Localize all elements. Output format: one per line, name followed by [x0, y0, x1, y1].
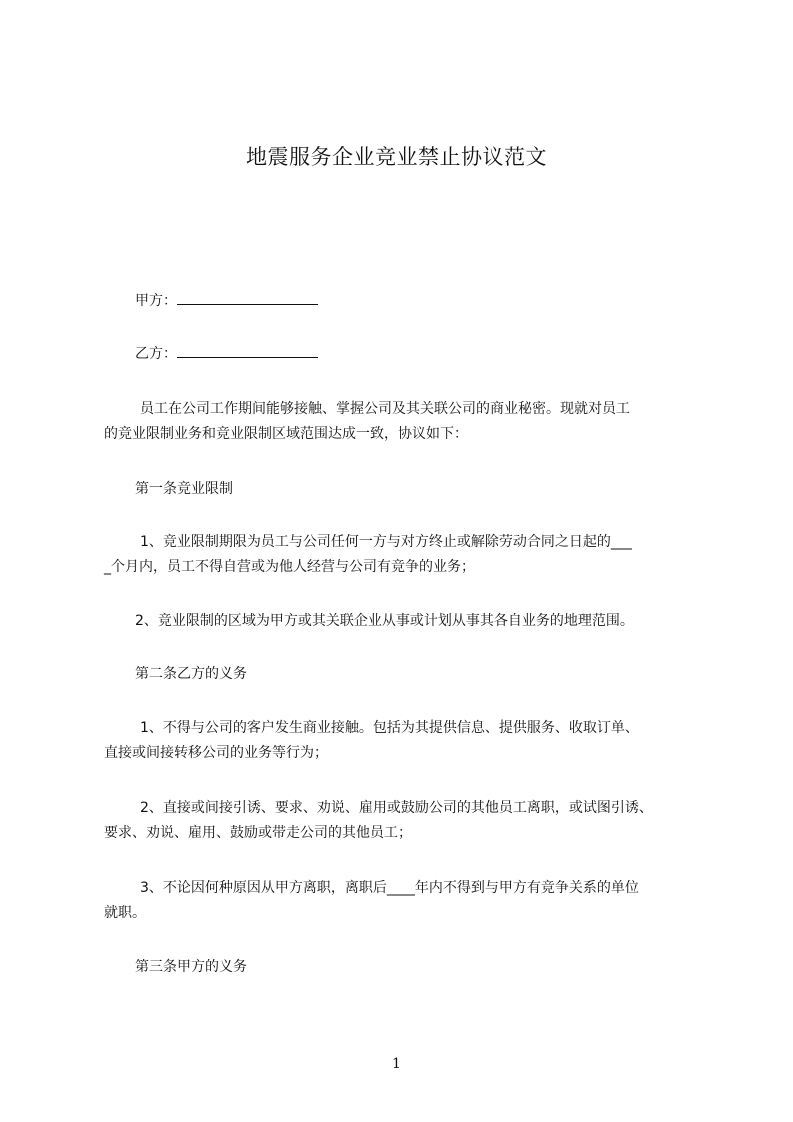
article-1-item-2: 2、竞业限制的区域为甲方或其关联企业从事或计划从事其各自业务的地理范围。: [135, 613, 634, 629]
article-2-item-1-line-1: 1、不得与公司的客户发生商业接触。包括为其提供信息、提供服务、收取订单、: [140, 720, 639, 736]
article-2-heading: 第二条乙方的义务: [135, 666, 247, 682]
intro-line-1: 员工在公司工作期间能够接触、掌握公司及其关联公司的商业秘密。现就对员工: [140, 401, 630, 417]
party-b-line: [135, 343, 318, 364]
article-3-heading: 第三条甲方的义务: [135, 959, 247, 975]
party-b-blank: [177, 343, 318, 358]
article-1-item-1-line-2: _个月内，员工不得自营或为他人经营与公司有竞争的业务；: [104, 559, 475, 575]
article-2-item-3-line-1: 3、不论因何种原因从甲方离职，离职后____年内不得到与甲方有竞争关系的单位: [140, 880, 639, 896]
party-b-label: 乙方：: [135, 346, 177, 362]
article-1-heading: 第一条竞业限制: [135, 481, 233, 497]
article-2-item-1-line-2: 直接或间接转移公司的业务等行为；: [104, 745, 328, 761]
page-number: 1: [392, 1056, 401, 1072]
article-2-item-2-line-1: 2、直接或间接引诱、要求、劝说、雇用或鼓励公司的其他员工离职，或试图引诱、: [140, 800, 653, 816]
party-a-blank: [177, 290, 318, 305]
article-1-item-1-line-1: 1、竞业限制期限为员工与公司任何一方与对方终止或解除劳动合同之日起的___: [140, 534, 632, 550]
intro-line-2: 的竞业限制业务和竞业限制区域范围达成一致，协议如下：: [104, 426, 468, 442]
article-2-item-3-line-2: 就职。: [104, 905, 146, 921]
party-a-line: [135, 290, 318, 311]
article-2-item-2-line-2: 要求、劝说、雇用、鼓励或带走公司的其他员工；: [104, 825, 412, 841]
document-title: 地震服务企业竞业禁止协议范文: [246, 145, 547, 169]
party-a-label: 甲方：: [135, 293, 177, 309]
